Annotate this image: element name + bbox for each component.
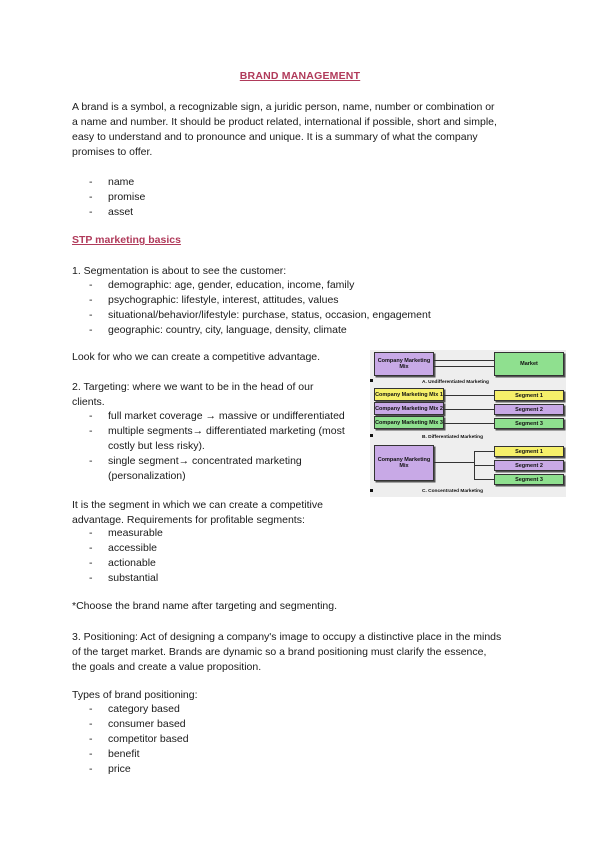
intro-line: A brand is a symbol, a recognizable sign, a juridic person, name, number or combination or <box>72 101 495 113</box>
positioning-types-list <box>89 702 189 777</box>
list-item <box>89 424 369 454</box>
list-item: - substantial <box>89 571 163 586</box>
connector-line <box>434 366 494 367</box>
connector-line <box>444 395 494 396</box>
intro-line: a name and number. It should be product related, international if possible, short and simple, <box>72 116 497 128</box>
stp-heading: STP marketing basics <box>72 234 181 246</box>
competitive-advantage-line: Look for who we can create a competitive advantage. <box>72 351 321 363</box>
positioning-types-intro: Types of brand positioning: <box>72 689 198 701</box>
list-item-text: (personalization) <box>108 470 186 482</box>
page-title: BRAND MANAGEMENT <box>239 70 361 82</box>
positioning-paragraph <box>72 630 501 675</box>
bullet-marker <box>370 379 373 382</box>
list-item-text: - single segment→ concentrated marketing <box>108 455 302 467</box>
company-marketing-mix-box: Company Marketing Mix <box>374 445 434 481</box>
company-marketing-mix-box: Company Marketing Mix <box>374 352 434 376</box>
segment-1-box: Segment 1 <box>494 446 564 457</box>
positioning-line: 3. Positioning: Act of designing a company's image to occupy a distinctive place in the minds <box>72 631 502 643</box>
requirements-list <box>89 526 163 586</box>
targeting-list <box>89 409 369 484</box>
diagram-caption: A. Undifferentiated Marketing <box>422 380 489 385</box>
list-item: - benefit <box>89 747 189 762</box>
diagram-caption: B. Differentiated Marketing <box>422 435 484 440</box>
connector-line <box>434 462 474 463</box>
segment-line: advantage. Requirements for profitable segments: <box>72 514 305 526</box>
segment-1-box: Segment 1 <box>494 390 564 401</box>
connector-line <box>434 360 494 361</box>
list-item: - promise <box>89 190 145 205</box>
list-item: - asset <box>89 205 145 220</box>
brand-name-note: *Choose the brand name after targeting and segmenting. <box>72 600 338 612</box>
list-item-text: costly but less risky). <box>108 440 205 452</box>
segment-2-box: Segment 2 <box>494 460 564 471</box>
connector-line <box>444 423 494 424</box>
list-item: - psychographic: lifestyle, interest, attitudes, values <box>89 293 431 308</box>
connector-line <box>474 465 494 466</box>
list-item-text: full market coverage → massive or undifferentiated <box>108 410 345 422</box>
list-item: - actionable <box>89 556 163 571</box>
list-item: - price <box>89 762 189 777</box>
list-item: - category based <box>89 702 189 717</box>
intro-paragraph <box>72 100 497 160</box>
list-item-text: - multiple segments→ differentiated marketing (most <box>108 425 345 437</box>
positioning-line: of the target market. Brands are dynamic so a brand positioning must clarify the essence, <box>72 646 487 658</box>
targeting-paragraph <box>72 380 313 410</box>
marketing-strategies-diagram <box>370 350 566 497</box>
intro-line: promises to offer. <box>72 146 153 158</box>
market-box: Market <box>494 352 564 376</box>
segment-paragraph <box>72 498 323 528</box>
list-item: - situational/behavior/lifestyle: purchase, status, occasion, engagement <box>89 308 431 323</box>
marketing-mix-1-box: Company Marketing Mix 1 <box>374 388 444 401</box>
list-item: - competitor based <box>89 732 189 747</box>
list-item <box>89 454 369 484</box>
marketing-mix-3-box: Company Marketing Mix 3 <box>374 416 444 429</box>
segmentation-intro: 1. Segmentation is about to see the customer: <box>72 265 287 277</box>
segment-2-box: Segment 2 <box>494 404 564 415</box>
bullet-marker <box>370 489 373 492</box>
bullet-marker <box>370 434 373 437</box>
segmentation-list <box>89 278 431 338</box>
connector-line <box>474 451 494 452</box>
segment-line: It is the segment in which we can create a competitive <box>72 499 323 511</box>
targeting-line: 2. Targeting: where we want to be in the head of our <box>72 381 314 393</box>
intro-line: easy to understand and to pronounce and unique. It is a summary of what the company <box>72 131 478 143</box>
list-item: - accessible <box>89 541 163 556</box>
list-item: - consumer based <box>89 717 189 732</box>
segment-3-box: Segment 3 <box>494 418 564 429</box>
brand-list <box>89 175 145 220</box>
list-item <box>89 409 369 424</box>
connector-line <box>444 409 494 410</box>
positioning-line: the goals and create a value proposition. <box>72 661 262 673</box>
targeting-line: clients. <box>72 396 105 408</box>
list-item: - demographic: age, gender, education, income, family <box>89 278 431 293</box>
diagram-caption: C. Concentrated Marketing <box>422 489 484 494</box>
marketing-mix-2-box: Company Marketing Mix 2 <box>374 402 444 415</box>
connector-line <box>474 479 494 480</box>
list-item: - measurable <box>89 526 163 541</box>
segment-3-box: Segment 3 <box>494 474 564 485</box>
list-item: - geographic: country, city, language, density, climate <box>89 323 431 338</box>
list-item: - name <box>89 175 145 190</box>
